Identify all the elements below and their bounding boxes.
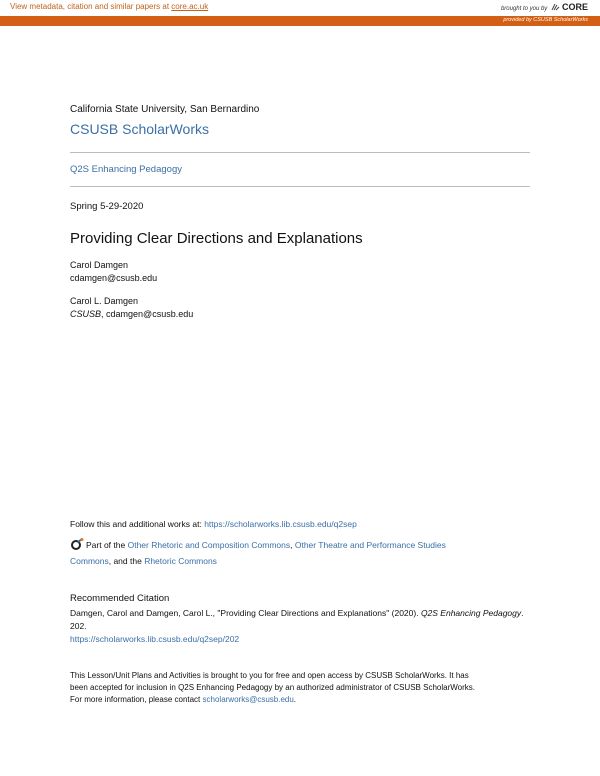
part-of-separator: , — [290, 540, 295, 550]
divider-top — [70, 152, 530, 153]
part-of-prefix: Part of the — [86, 540, 128, 550]
publication-date: Spring 5-29-2020 — [70, 201, 144, 212]
follow-label: Follow this and additional works at: — [70, 519, 205, 529]
core-link[interactable]: core.ac.uk — [171, 2, 209, 11]
core-logo-text[interactable]: CORE — [561, 2, 588, 12]
author-block-2 — [70, 295, 193, 321]
author-affiliation-line: CSUSB, cdamgen@csusb.edu — [70, 309, 194, 319]
part-of-separator: , and the — [108, 556, 145, 566]
commons-link-theatre-cont[interactable]: Commons — [70, 556, 109, 566]
citation-journal: Q2S Enhancing Pedagogy — [420, 608, 522, 618]
core-provided-by: provided by CSUSB ScholarWorks — [503, 17, 588, 23]
author-email: cdamgen@csusb.edu — [106, 309, 194, 319]
collection-url-link[interactable]: https://scholarworks.lib.csusb.edu/q2sep — [204, 519, 357, 529]
core-banner — [0, 0, 600, 26]
author-email: cdamgen@csusb.edu — [70, 273, 158, 283]
notice-line-1: This Lesson/Unit Plans and Activities is brought to you for free and open access by CSUSB ScholarWorks. It has — [70, 671, 469, 680]
core-strip — [0, 16, 600, 26]
contact-prefix: For more information, please contact — [70, 695, 203, 704]
commons-link-rhetoric[interactable]: Rhetoric Commons — [144, 556, 217, 566]
open-access-icon — [70, 538, 84, 550]
author-affiliation: CSUSB — [70, 309, 102, 319]
citation-url-link[interactable]: https://scholarworks.lib.csusb.edu/q2sep/202 — [70, 634, 240, 644]
repository-link[interactable]: CSUSB ScholarWorks — [70, 121, 210, 137]
divider-bottom — [70, 186, 530, 187]
author-name: Carol L. Damgen — [70, 296, 139, 306]
follow-line — [70, 519, 357, 529]
author-block-1 — [70, 259, 157, 285]
access-notice — [70, 670, 530, 706]
notice-line-2: been accepted for inclusion in Q2S Enhancing Pedagogy by an authorized administrator of CSUSB ScholarWorks. — [70, 683, 475, 692]
core-brought-by — [501, 2, 588, 12]
core-notice-text: View metadata, citation and similar papers at — [10, 2, 172, 11]
part-of-commons — [70, 537, 530, 569]
document-title: Providing Clear Directions and Explanations — [70, 230, 363, 247]
commons-link-theatre[interactable]: Other Theatre and Performance Studies — [294, 540, 446, 550]
notice-line-3 — [70, 694, 530, 706]
core-metadata-notice — [10, 2, 208, 11]
citation-heading: Recommended Citation — [70, 593, 170, 604]
institution-name: California State University, San Bernardino — [70, 104, 260, 115]
contact-email-link[interactable]: scholarworks@csusb.edu — [202, 695, 294, 704]
core-logo-icon — [551, 3, 560, 11]
citation-number: . 202. — [70, 608, 524, 631]
citation-text: Damgen, Carol and Damgen, Carol L., "Providing Clear Directions and Explanations" (2020). — [70, 608, 421, 618]
commons-link-rhetoric-composition[interactable]: Other Rhetoric and Composition Commons — [127, 540, 291, 550]
citation-body — [70, 607, 530, 646]
core-brought-text: brought to you by — [500, 6, 548, 12]
series-link[interactable]: Q2S Enhancing Pedagogy — [70, 164, 182, 175]
contact-suffix: . — [293, 695, 297, 704]
author-name: Carol Damgen — [70, 260, 129, 270]
